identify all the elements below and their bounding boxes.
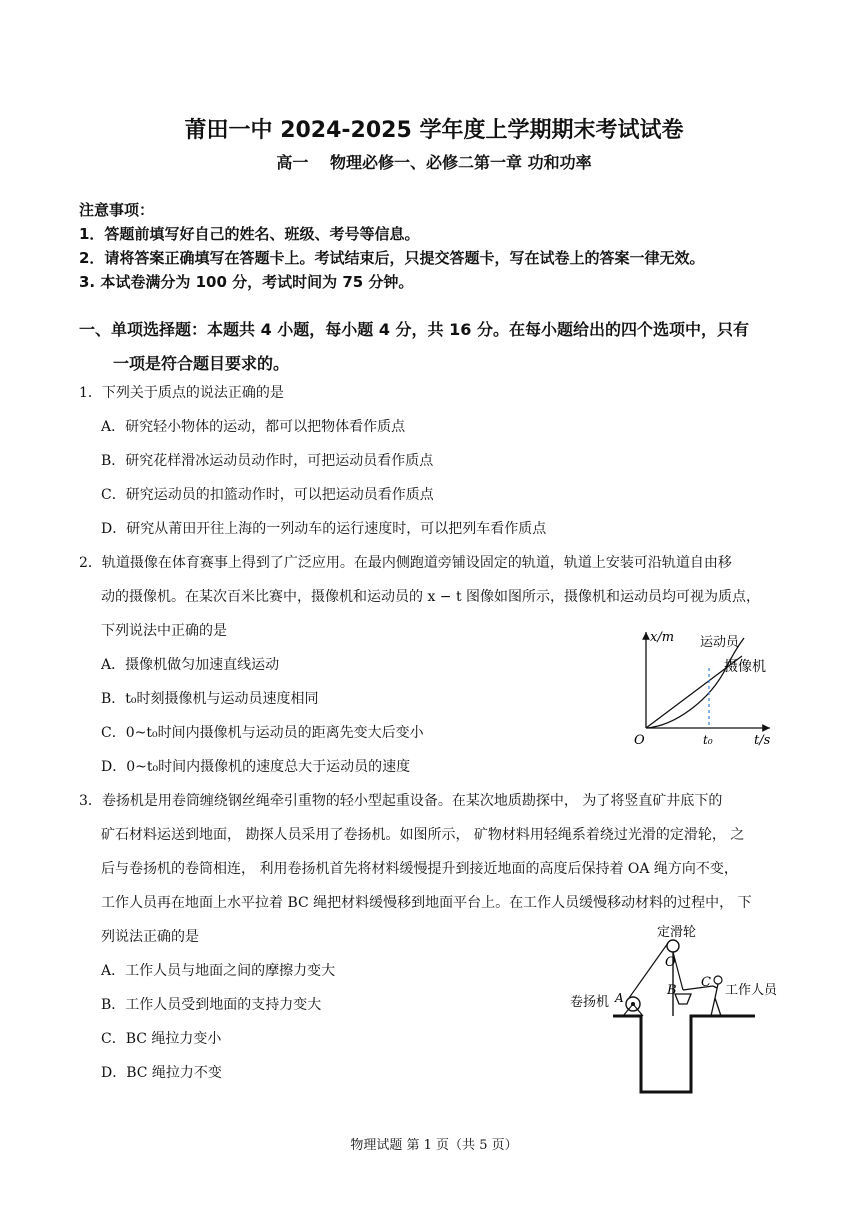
section-heading-line2: 一项是符合题目要求的。 [113,354,290,373]
option-c: C．0~t₀时间内摄像机与运动员的距离先变大后变小 [101,725,424,741]
question-1 [79,376,546,546]
option-b: B．工作人员受到地面的支持力变大 [101,997,322,1013]
t0-label: t₀ [703,733,713,747]
section-heading [79,313,791,381]
pulley-icon [667,940,679,952]
worker-body-icon [711,984,721,1016]
notes-item: 3. 本试卷满分为 100 分，考试时间为 75 分钟。 [79,273,414,291]
load-basket-icon [675,994,691,1004]
option-a: A．摄像机做匀加速直线运动 [101,657,280,673]
question-stem: 1．下列关于质点的说法正确的是 [79,385,284,401]
origin-label: O [634,733,645,748]
notes-block [79,198,839,294]
athlete-label: 运动员 [700,635,740,650]
question-stem-line: 动的摄像机。在某次百米比赛中，摄像机和运动员的 x − t 图像如图所示，摄像机和运动员均可视为质点， [101,589,761,605]
ground-and-shaft [613,1016,755,1092]
exam-title: 莆田一中 2024-2025 学年度上学期期末考试试卷 [184,118,684,143]
question-stem-line: 工作人员再在地面上水平拉着 BC 绳把材料缓慢移到地面平台上。在工作人员缓慢移动材料的过程中， 下 [101,895,752,911]
question-stem-line: 列说法正确的是 [101,929,199,945]
winch-label: 卷扬机 [570,995,610,1010]
camera-label: 摄像机 [724,659,766,675]
worker-head-icon [714,976,722,984]
o-label: O [665,955,676,970]
option-b: B．研究花样滑冰运动员动作时，可把运动员看作质点 [101,453,434,469]
athlete-curve [646,638,744,728]
option-a: A．工作人员与地面之间的摩擦力变大 [101,963,336,979]
option-b: B．t₀时刻摄像机与运动员速度相同 [101,691,319,707]
x-axis-label: t/s [754,733,771,748]
winch-pulley-figure [565,924,785,1096]
a-label: A [615,991,624,1005]
y-axis-label: x/m [650,630,675,645]
question-stem-line: 下列说法中正确的是 [101,623,227,639]
section-heading-line1: 一、单项选择题：本题共 4 小题，每小题 4 分，共 16 分。在每小题给出的四个选项中，只有 [79,320,749,339]
question-stem-line: 后与卷扬机的卷筒相连， 利用卷扬机首先将材料缓慢提升到接近地面的高度后保持着 OA 绳方向不变， [101,861,738,877]
option-d: D．0~t₀时间内摄像机的速度总大于运动员的速度 [101,759,411,775]
pulley-label: 定滑轮 [657,925,697,940]
rope-oa [629,943,668,998]
c-label: C [701,975,711,990]
notes-heading: 注意事项： [79,201,155,219]
option-c: C．研究运动员的扣篮动作时，可以把运动员看作质点 [101,487,434,503]
option-c: C．BC 绳拉力变小 [101,1031,222,1047]
option-d: D．研究从莆田开往上海的一列动车的运行速度时，可以把列车看作质点 [101,521,547,537]
exam-subtitle: 高一 物理必修一、必修二第一章 功和功率 [276,153,592,172]
b-label: B [667,983,677,998]
question-stem-line: 2．轨道摄像在体育赛事上得到了广泛应用。在最内侧跑道旁铺设固定的轨道，轨道上安装可沿轨道自由移 [79,555,732,571]
question-stem-line: 3．卷扬机是用卷筒缠绕钢丝绳牵引重物的轻小型起重设备。在某次地质勘探中， 为了将竖直矿井底下的 [79,793,723,809]
question-stem-line: 矿石材料运送到地面， 勘探人员采用了卷扬机。如图所示， 矿物材料用轻绳系着绕过光滑的定滑轮， 之 [101,827,745,843]
notes-item: 1．答题前填写好自己的姓名、班级、考号等信息。 [79,225,420,243]
notes-item: 2．请将答案正确填写在答题卡上。考试结束后，只提交答题卡，写在试卷上的答案一律无效。 [79,249,705,267]
xt-graph-figure [630,626,780,752]
option-a: A．研究轻小物体的运动，都可以把物体看作质点 [101,419,406,435]
worker-label: 工作人员 [725,983,778,998]
option-d: D．BC 绳拉力不变 [101,1065,222,1081]
page-footer: 物理试题 第 1 页（共 5 页） [350,1138,518,1153]
